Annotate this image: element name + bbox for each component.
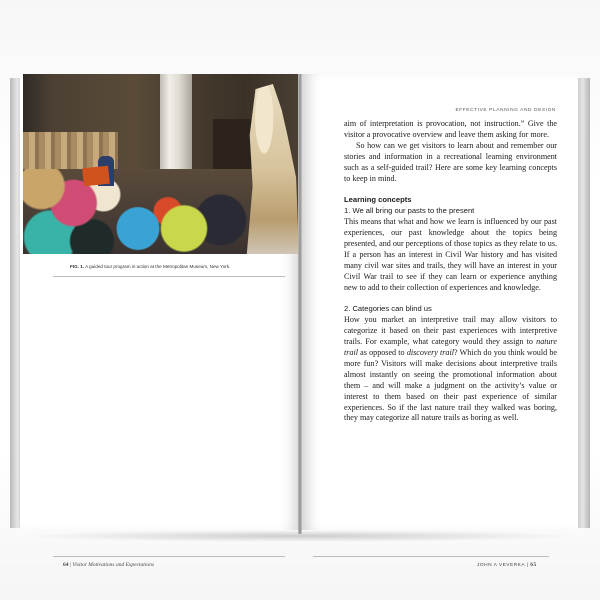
figure-label: FIG. 1.	[70, 264, 85, 269]
right-page-footer	[477, 562, 537, 568]
right-page	[301, 74, 578, 568]
photo-crowd	[23, 169, 253, 254]
left-page-footer	[63, 562, 154, 568]
photo-sign	[82, 166, 110, 187]
left-page-number: 64	[63, 562, 69, 568]
concept-2-body: How you market an interpretive trail may allow visitors to categorize it based on their past experiences with interpretive trails. For example, what category would they assign to nature trail as opposed to discovery trail? Which do you think would be more fun? Visitors will make decisions about interpretive trails almost instantly on seeing the promotional information about them – and will make a judgment on the activity’s value or interest to them based on their past experience of similar experiences. So if the last nature trail they walked was boring, they may categorize all nature trails as boring as well.	[344, 315, 557, 423]
cover-edge-right	[578, 78, 590, 528]
right-page-number: 65	[530, 562, 537, 568]
footer-rule-left	[53, 556, 285, 557]
museum-tour-photo	[23, 74, 300, 254]
paragraph-1: aim of interpretation is provocation, not instruction.” Give the visitor a provocative overview and leave them asking for more.	[344, 119, 557, 139]
author-name: JOHN A VEVERKA	[477, 563, 525, 568]
concept-1-body: This means that what and how we learn is influenced by our past experiences, our past knowledge about the topics being presented, and our perceptions of those topics as they relate to us. If a person has an interest in Civil War history and has visited many civil war sites and trails, they will have an interest in your Civil War trail to see if they can learn or experience anything new to add to their collection of experiences and knowledge.	[344, 217, 557, 292]
footer-separator: |	[524, 563, 531, 568]
figure-caption	[70, 264, 280, 269]
footer-separator: |	[68, 562, 73, 568]
concept-2-title: 2. Categories can blind us	[344, 304, 432, 314]
footer-rule-right	[313, 556, 549, 557]
figure-caption-text: A guided tour program in action at the Metropolitan Museum, New York.	[84, 264, 231, 269]
running-head: EFFECTIVE PLANNING AND DESIGN	[455, 108, 556, 113]
section-heading: Learning concepts	[344, 195, 412, 205]
paragraph-2: So how can we get visitors to learn about and remember our stories and information in a recreational learning environment such as a self-guided trail? Here are some key learning concepts to keep in mind.	[344, 140, 557, 183]
body-text	[344, 119, 557, 424]
section-title: Visitor Motivations and Expectations	[72, 562, 154, 568]
concept-1-title: 1. We all bring our pasts to the present	[344, 206, 475, 216]
left-page	[20, 74, 300, 568]
book-gutter	[298, 74, 302, 534]
caption-rule	[53, 276, 285, 277]
